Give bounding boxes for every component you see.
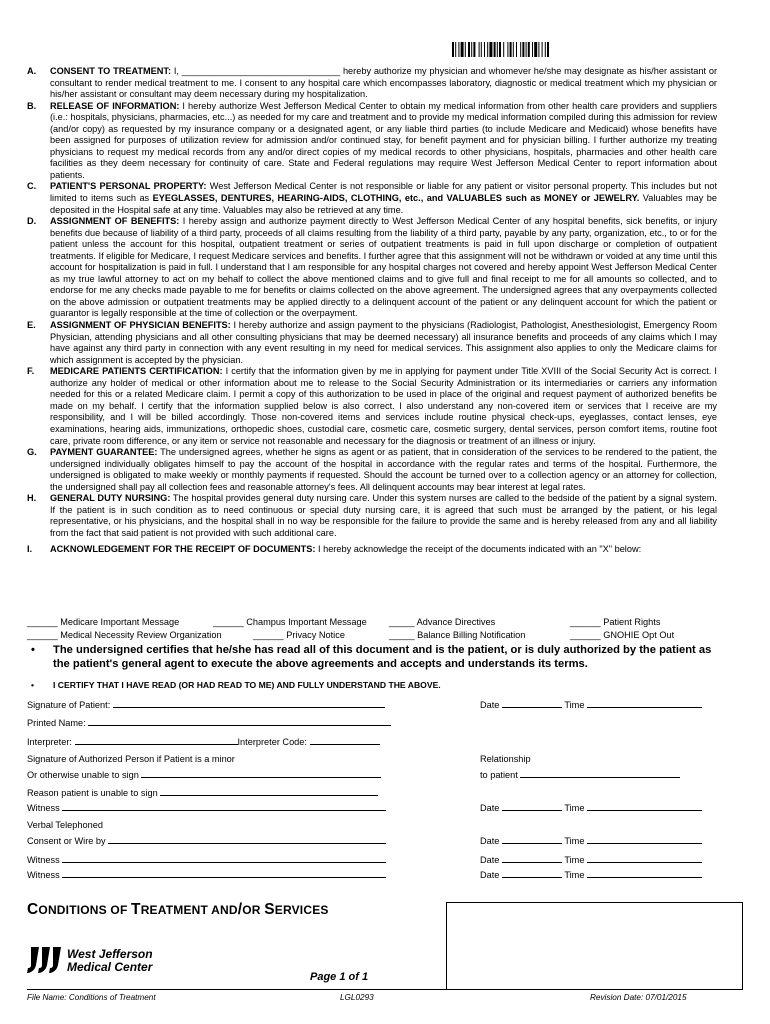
footer-form-code: LGL0293: [340, 993, 374, 1002]
barcode-bar: [538, 42, 539, 57]
relationship-line[interactable]: [520, 768, 680, 778]
section-a: [27, 66, 717, 101]
section-letter: B.: [27, 100, 37, 111]
barcode-bar: [494, 42, 496, 57]
section-text: The undersigned agrees, whether he signs as agent or as patient, that in consideration of the services to be rendered to the patient, the undersigned individually obligates himself to pay the account of the hospital in accordance with the regular rates and terms of the hospital. Furthermore, the undersigned is obligated to make weekly or monthly payments if requested. Should the account be turned over to a collection agency or an attorney for collection, the undersigned shall pay all collection fees and reasonable attorney's fees. All delinquent accounts may bear interest at legal rates.: [50, 447, 717, 492]
certify-read-statement: [27, 680, 727, 691]
section-letter: F.: [27, 366, 35, 377]
barcode-bar: [473, 42, 475, 57]
section-h: [27, 493, 717, 539]
section-bold-text: EYEGLASSES, DENTURES, HEARING-AIDS, CLOTHING, etc., and VALUABLES such as MONEY or JEWELRY.: [152, 193, 640, 204]
barcode-bar: [545, 42, 546, 57]
section-letter: E.: [27, 320, 36, 331]
section-letter: A.: [27, 66, 37, 76]
interpreter-code-label: Interpreter Code:: [237, 737, 307, 747]
section-letter: C.: [27, 181, 37, 192]
field-label: Printed Name:: [27, 718, 86, 728]
barcode: [452, 42, 586, 57]
witness-line[interactable]: [62, 801, 386, 811]
witness-field-3[interactable]: [27, 868, 386, 882]
date-label: Date: [480, 870, 500, 880]
certification-statement: [27, 643, 727, 671]
barcode-bar: [510, 42, 512, 57]
section-heading: CONSENT TO TREATMENT:: [50, 66, 172, 76]
time-line[interactable]: [587, 801, 702, 811]
footer-file-name: File Name: Conditions of Treatment: [27, 993, 156, 1002]
field-label: Witness: [27, 870, 60, 880]
barcode-bar: [471, 42, 472, 57]
section-d: [27, 216, 717, 320]
west-jefferson-logo: [27, 945, 187, 975]
authorized-signature-line[interactable]: [141, 768, 381, 778]
ack-patient-rights[interactable]: ______ Patient Rights: [570, 617, 661, 627]
field-label: Witness: [27, 855, 60, 865]
barcode-bar: [465, 42, 466, 57]
time-label: Time: [564, 855, 585, 865]
section-letter: D.: [27, 216, 37, 227]
time-line[interactable]: [587, 698, 702, 708]
title-part: ERVICES: [274, 903, 329, 917]
date-line[interactable]: [502, 868, 562, 878]
barcode-bar: [534, 42, 537, 57]
section-f: [27, 366, 717, 447]
interpreter-field[interactable]: [27, 735, 380, 749]
barcode-bar: [461, 42, 464, 57]
barcode-bar: [547, 42, 549, 57]
barcode-bar: [528, 42, 530, 57]
date-line[interactable]: [502, 853, 562, 863]
ack-privacy-notice[interactable]: ______ Privacy Notice: [253, 630, 345, 640]
title-part: S: [264, 901, 275, 918]
witness-1-date-time: [480, 801, 702, 815]
barcode-bar: [484, 42, 485, 57]
barcode-bar: [455, 42, 456, 57]
footer-divider: [27, 989, 743, 990]
form-title: [27, 901, 329, 918]
witness-field-1[interactable]: [27, 801, 386, 815]
interpreter-line[interactable]: [75, 735, 238, 745]
ack-balance-billing-notification[interactable]: _____ Balance Billing Notification: [389, 630, 526, 640]
section-heading: PATIENT'S PERSONAL PROPERTY:: [50, 181, 207, 192]
barcode-bar: [481, 42, 482, 57]
time-label: Time: [564, 803, 585, 813]
section-text: I hereby authorize and assign payment to the physicians (Radiologist, Pathologist, Anesthesiologist, Emergency Room Physician, attending physicians and all other consulting physicians that may be deemed necessary) all insurance benefits and proceeds of any claims which I may have against any third party in connection with any event resulting in my need for medical services. This assignment also applies to only the Medicare claims for which assignment is accepted by the physician.: [50, 320, 717, 365]
title-part: REATMENT AND: [140, 903, 238, 917]
time-label: Time: [564, 700, 585, 710]
printed-name-line[interactable]: [88, 716, 391, 726]
section-text: I certify that the information given by me in applying for payment under Title XVIII of the Social Security Act is correct. I authorize any holder of medical or other information about me to release to the Social Security Administration or its intermediaries or carriers any information needed for this or a related Medicare claim. I permit a copy of this authorization to be used in place of the original and request payment of authorized benefits be made on my behalf. I certify that the information supplied below is also correct. I also understand any non-covered item or services that I receive are my responsibility, and I will be billed accordingly. Those non-covered items and services include routine physical check-ups, eyeglasses, contact lenses, eye examinations, hearing aids, immunizations, orthopedic shoes, custodial care, cosmetic care, cosmetic surgery, dental services, person comfort items, routine foot care, private room difference, or any item or service not reasonable and necessary for the diagnosis or treatment of an illness or injury.: [50, 366, 717, 446]
section-heading: RELEASE OF INFORMATION:: [50, 100, 180, 111]
patient-label-box: [446, 902, 743, 990]
time-line[interactable]: [587, 834, 702, 844]
footer-revision-date: Revision Date: 07/01/2015: [590, 993, 687, 1002]
section-e: [27, 320, 717, 366]
barcode-bar: [520, 42, 521, 57]
section-heading: PAYMENT GUARANTEE:: [50, 447, 158, 458]
barcode-bar: [503, 42, 504, 57]
time-label: Time: [564, 870, 585, 880]
time-label: Time: [564, 836, 585, 846]
date-label: Date: [480, 855, 500, 865]
witness-3-date-time: [480, 868, 702, 882]
date-line[interactable]: [502, 834, 562, 844]
title-part: ONDITIONS OF: [38, 903, 132, 917]
section-heading: ASSIGNMENT OF BENEFITS:: [50, 216, 180, 227]
verbal-consent-line[interactable]: [108, 834, 386, 844]
verbal-label: Verbal Telephoned: [27, 820, 103, 830]
authorized-person-field[interactable]: [27, 768, 381, 782]
section-heading: ACKNOWLEDGEMENT FOR THE RECEIPT OF DOCUMENTS:: [50, 544, 316, 555]
title-part: /: [237, 901, 243, 918]
patient-signature-field[interactable]: [27, 698, 385, 712]
reason-unable-field[interactable]: [27, 786, 378, 800]
section-b: [27, 101, 717, 182]
section-i: [27, 544, 717, 556]
barcode-bar: [489, 42, 492, 57]
date-label: Date: [480, 700, 500, 710]
verbal-consent-field[interactable]: [27, 834, 386, 848]
field-label: Interpreter:: [27, 737, 72, 747]
field-label: Or otherwise unable to sign: [27, 770, 139, 780]
section-c: [27, 181, 717, 216]
patient-date-time: [480, 698, 702, 712]
date-line[interactable]: [502, 801, 562, 811]
ack-champus-important-message[interactable]: ______ Champus Important Message: [213, 617, 367, 627]
barcode-bar: [516, 42, 517, 57]
ack-gnohie-opt-out[interactable]: ______ GNOHIE Opt Out: [570, 630, 675, 640]
barcode-bar: [542, 42, 543, 57]
section-g: [27, 447, 717, 493]
barcode-bar: [468, 42, 470, 57]
relationship-field[interactable]: [480, 768, 680, 782]
reason-line[interactable]: [160, 786, 378, 796]
title-part: OR: [242, 903, 265, 917]
section-text: I hereby acknowledge the receipt of the documents indicated with an "X" below:: [315, 544, 642, 555]
field-label: Signature of Patient:: [27, 700, 111, 710]
barcode-bar: [499, 42, 501, 57]
barcode-bar: [487, 42, 488, 57]
barcode-bar: [522, 42, 524, 57]
barcode-bar: [497, 42, 498, 57]
bullet-icon: •: [31, 644, 35, 656]
bullet-icon: •: [31, 680, 35, 690]
page-number: Page 1 of 1: [310, 971, 369, 983]
ack-medical-necessity-review[interactable]: ______ Medical Necessity Review Organization: [27, 630, 222, 640]
section-heading: MEDICARE PATIENTS CERTIFICATION:: [50, 366, 223, 377]
date-line[interactable]: [502, 698, 562, 708]
ack-advance-directives[interactable]: _____ Advance Directives: [389, 617, 496, 627]
time-line[interactable]: [587, 853, 702, 863]
certification-text: The undersigned certifies that he/she has read all of this document and is the patient, or is duly authorized by the patient as the patient's general agent to execute the above agreements and accepts and understands its terms.: [53, 644, 712, 670]
section-text: I hereby assign and authorize payment directly to West Jefferson Medical Center of any hospital benefits, sick benefits, or injury benefits due because of liability of a third party, proceeds of all claims resulting from the liability of a third party, payable by any party, organization, etc., to or for the patient unless the account for this hospital, outpatient treatment or series of outpatient treatments is paid in full upon discharge or completion of outpatient treatments. If eligible for Medicare, I request Medicare services and benefits. I further agree that this assignment will not be withdrawn or voided at any time until this account for hospitalization is paid in full. I understand that I am responsible for any hospital charges not covered and hereby appoint West Jefferson Medical Center as my true lawful attorney to act on my behalf to collect the above mentioned claims and to give full and final receipt to me for all amounts so collected, and to endorse for me any checks made payable to me for benefits or claims collected on the above agreement. The undersigned agrees that any overpayments collected on the above admission or outpatient treatments may be applied directly to a delinquent account of the patient or any delinquent account for which the patient or guarantor is legally responsible at the time of collection or the overpayment.: [50, 216, 717, 319]
barcode-bar: [458, 42, 459, 57]
section-text: The hospital provides general duty nursing care. Under this system nurses are called to the bedside of the patient by a signal system. If the patient is in such condition as to need continuous or special duty nursing care, it is agreed that such must be arranged by the patient, or his legal representative, or his physicians, and the hospital shall in no way be responsible for the failure to provide the same and is hereby released from any and all liability from the fact that said patient is not provided with such additional care.: [50, 493, 717, 538]
terms-sections: [27, 66, 717, 556]
date-label: Date: [480, 803, 500, 813]
certify-text: I CERTIFY THAT I HAVE READ (OR HAD READ TO ME) AND FULLY UNDERSTAND THE ABOVE.: [53, 680, 441, 690]
acknowledgement-checklist: [27, 617, 727, 643]
barcode-bar: [507, 42, 508, 57]
section-letter: G.: [27, 447, 37, 458]
barcode-bar: [526, 42, 527, 57]
ack-medicare-important-message[interactable]: ______ Medicare Important Message: [27, 617, 180, 627]
section-heading: GENERAL DUTY NURSING:: [50, 493, 171, 504]
witness-2-date-time: [480, 853, 702, 867]
barcode-bar: [532, 42, 533, 57]
section-text: I hereby authorize West Jefferson Medical Center to obtain my medical information from other health care providers and suppliers (i.e.: hospitals, physicians, pharmacies, etc...) as needed for my care and treatment and to provide my medical information compiled during this admission for review (and/or copy) as requested by my insurance company or a designated agent, or any liable third parties (to include Medicare and Medicaid) whose benefits have been assigned for purposes of utilization review for admission and/or continued stay, for benefit payment and for physician billing. I further authorize my treating physicians to request my medical records from any and/or direct copies of my medical records to other physicians, hospitals, pharmacies and other health care facilities as they deem necessary for continuity of care. State and Federal regulations may require West Jefferson Medical Center to report information about patients.: [50, 100, 717, 180]
title-part: C: [27, 901, 39, 918]
date-label: Date: [480, 836, 500, 846]
barcode-bar: [513, 42, 514, 57]
witness-line[interactable]: [62, 868, 386, 878]
section-heading: ASSIGNMENT OF PHYSICIAN BENEFITS:: [50, 320, 231, 331]
logo-line-2: Medical Center: [67, 960, 153, 974]
logo-line-1: West Jefferson: [67, 947, 153, 961]
signature-line[interactable]: [113, 698, 385, 708]
section-letter: H.: [27, 493, 37, 504]
time-line[interactable]: [587, 868, 702, 878]
printed-name-field[interactable]: [27, 716, 391, 730]
authorized-person-label-1: Signature of Authorized Person if Patient is a minor: [27, 754, 235, 764]
verbal-date-time: [480, 834, 702, 848]
field-label: to patient: [480, 770, 518, 780]
relationship-label: Relationship: [480, 754, 531, 764]
title-part: T: [131, 901, 141, 918]
witness-field-2[interactable]: [27, 853, 386, 867]
logo-mark-icon: [27, 947, 61, 973]
section-text: West Jefferson Medical Center is not responsible or liable for any patient or visitor personal property. This includes but not limited to items such as: [50, 181, 717, 204]
barcode-bar: [452, 42, 454, 57]
section-text: I, _______________________________ hereby authorize my physician and whomever he/she may designate as his/her assistant or consultant to render medical treatment to me. I consent to any hospital care which encompasses laboratory, diagnostic or medical treatment which my physician or his/her assistant or consultant may deem necessary during my hospitalization.: [50, 66, 717, 100]
section-letter: I.: [27, 544, 33, 555]
section-text: Valuables may be deposited in the Hospital safe at any time. Valuables may also be retrieved at any time.: [50, 193, 717, 215]
field-label: Reason patient is unable to sign: [27, 788, 158, 798]
barcode-bar: [479, 42, 480, 57]
witness-line[interactable]: [62, 853, 386, 863]
field-label: Consent or Wire by: [27, 836, 106, 846]
interpreter-code-line[interactable]: [310, 735, 380, 745]
field-label: Witness: [27, 803, 60, 813]
